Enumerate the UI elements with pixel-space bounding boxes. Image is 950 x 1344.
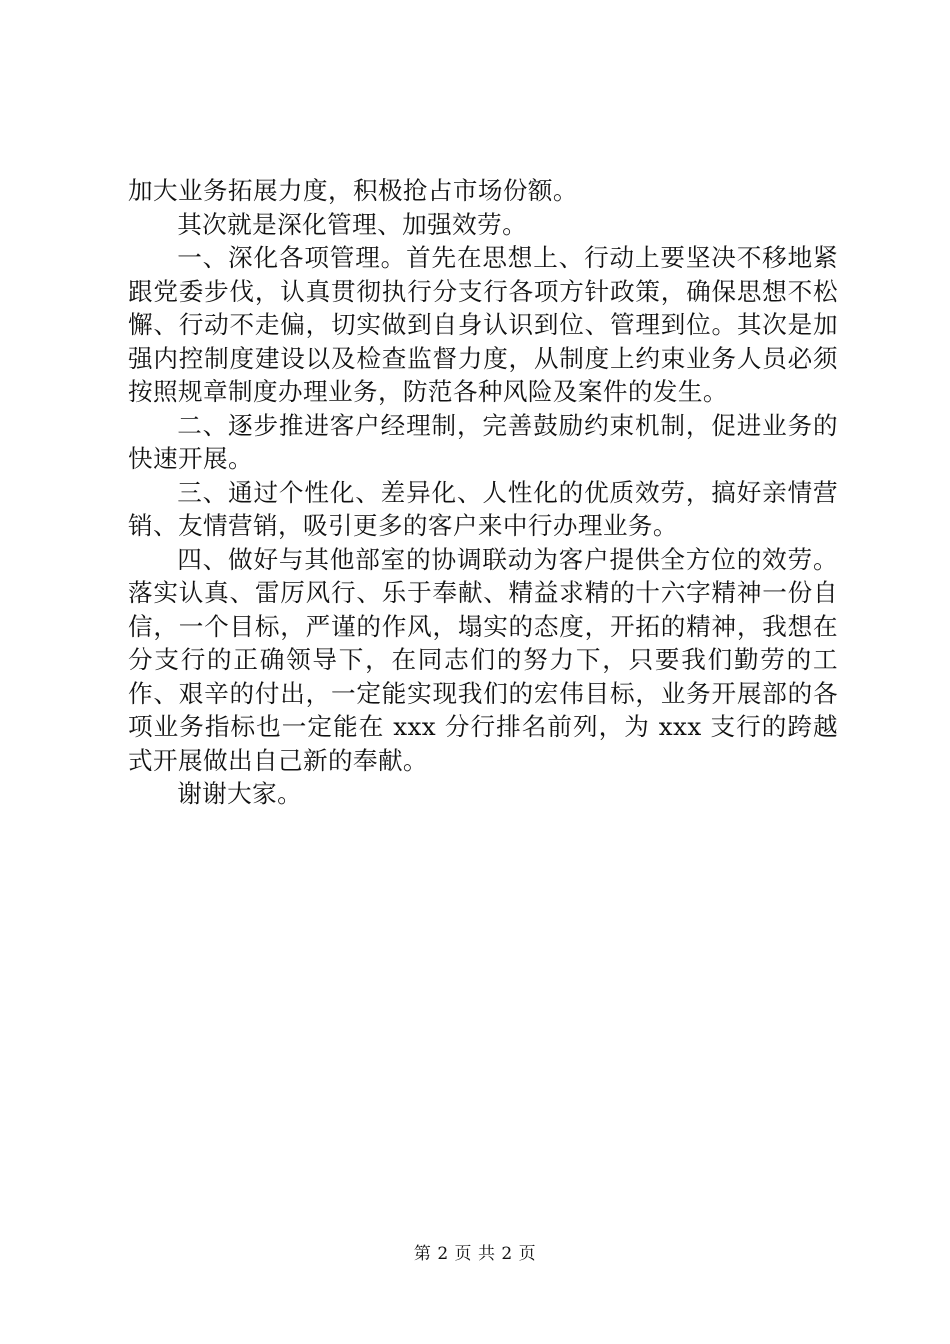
document-body	[128, 174, 838, 811]
paragraph-continuation: 加大业务拓展力度，积极抢占市场份额。	[128, 176, 578, 205]
paragraph-management-intro: 其次就是深化管理、加强效劳。	[177, 209, 528, 239]
page-footer	[0, 1243, 950, 1265]
paragraph-point-three: 三、通过个性化、差异化、人性化的优质效劳，搞好亲情营销、友情营销，吸引更多的客户来中行办理业务。	[128, 477, 838, 540]
paragraph-point-one: 一、深化各项管理。首先在思想上、行动上要坚决不移地紧跟党委步伐，认真贯彻执行分支行各项方针政策，确保思想不松懈、行动不走偏，切实做到自身认识到位、管理到位。其次是加强内控制度建设以及检查监督力度，从制度上约束业务人员必须按照规章制度办理业务，防范各种风险及案件的发生。	[128, 243, 838, 406]
paragraph-point-four: 四、做好与其他部室的协调联动为客户提供全方位的效劳。落实认真、雷厉风行、乐于奉献、精益求精的十六字精神一份自信，一个目标，严谨的作风，塌实的态度，开拓的精神，我想在分支行的正确领导下，在同志们的努力下，只要我们勤劳的工作、艰辛的付出，一定能实现我们的宏伟目标，业务开展部的各项业务指标也一定能在 xxx 分行排名前列，为 xxx 支行的跨越式开展做出自己新的奉献。	[128, 544, 838, 775]
paragraph-point-two: 二、逐步推进客户经理制，完善鼓励约束机制，促进业务的快速开展。	[128, 410, 838, 473]
paragraph-closing: 谢谢大家。	[177, 779, 303, 808]
page-number-label: 第 2 页 共 2 页	[413, 1244, 537, 1264]
